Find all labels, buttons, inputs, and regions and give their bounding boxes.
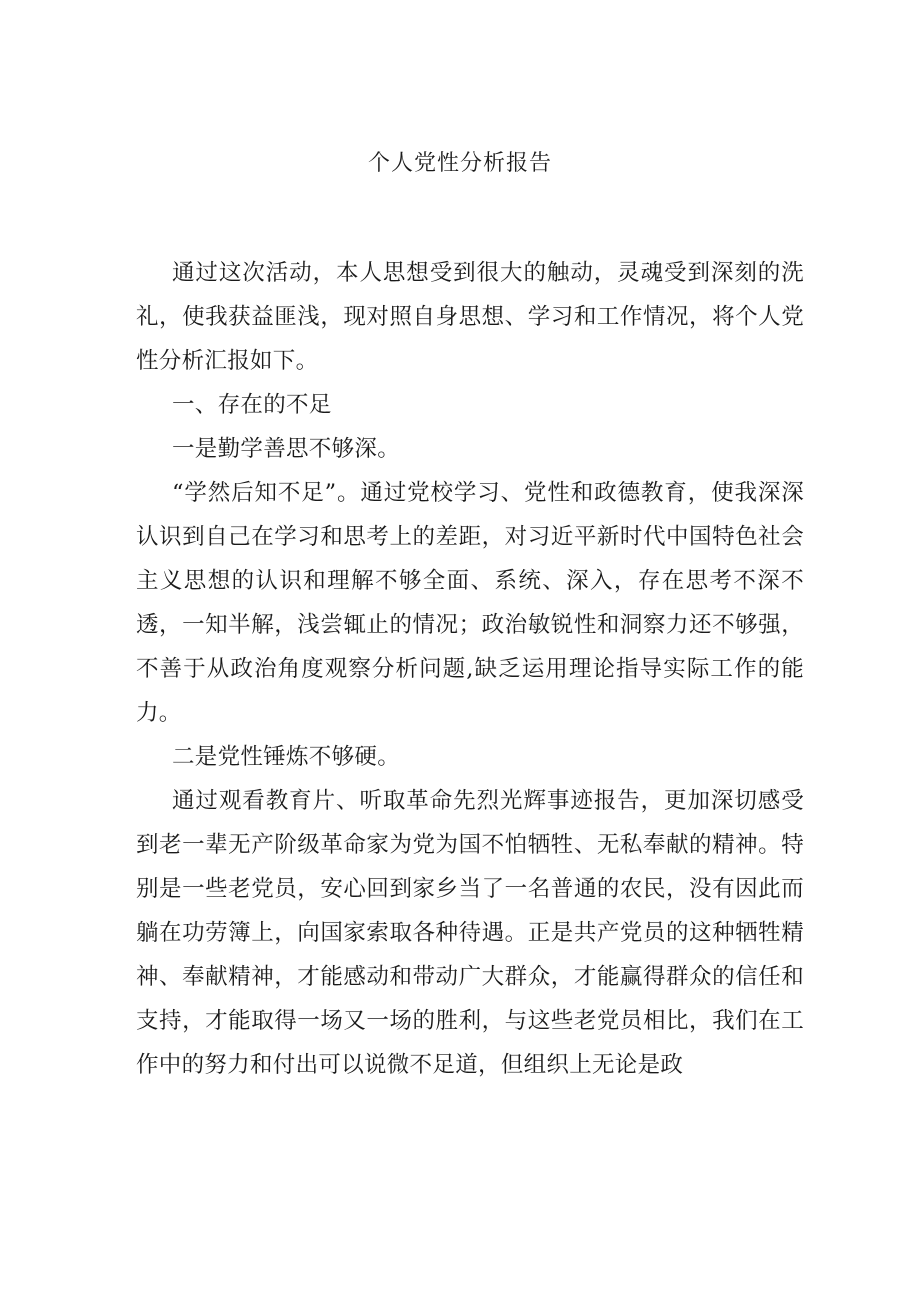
paragraph-intro: 通过这次活动，本人思想受到很大的触动，灵魂受到深刻的洗礼，使我获益匪浅，现对照自身思想、学习和工作情况，将个人党性分析汇报如下。: [136, 260, 804, 374]
subheading-study: 一是勤学善思不够深。: [172, 436, 401, 462]
document-title: 个人党性分析报告: [367, 151, 552, 176]
paragraph-party-spirit: 通过观看教育片、听取革命先烈光辉事迹报告，更加深切感受到老一辈无产阶级革命家为党为国不怕牺牲、无私奉献的精神。特别是一些老党员，安心回到家乡当了一名普通的农民，没有因此而躺在功劳簿上，向国家索取各种待遇。正是共产党员的这种牺牲精神、奉献精神，才能感动和带动广大群众，才能赢得群众的信任和支持，才能取得一场又一场的胜利，与这些老党员相比，我们在工作中的努力和付出可以说微不足道，但组织上无论是政: [136, 788, 804, 1078]
paragraph-study: “学然后知不足”。通过党校学习、党性和政德教育，使我深深认识到自己在学习和思考上的差距，对习近平新时代中国特色社会主义思想的认识和理解不够全面、系统、深入，存在思考不深不透，一知半解，浅尝辄止的情况；政治敏锐性和洞察力还不够强，不善于从政治角度观察分析问题,缺乏运用理论指导实际工作的能力。: [136, 480, 804, 726]
document-body: [136, 251, 804, 1087]
subheading-party-spirit: 二是党性锤炼不够硬。: [172, 744, 401, 770]
section-heading-shortcomings: 一、存在的不足: [172, 392, 332, 418]
